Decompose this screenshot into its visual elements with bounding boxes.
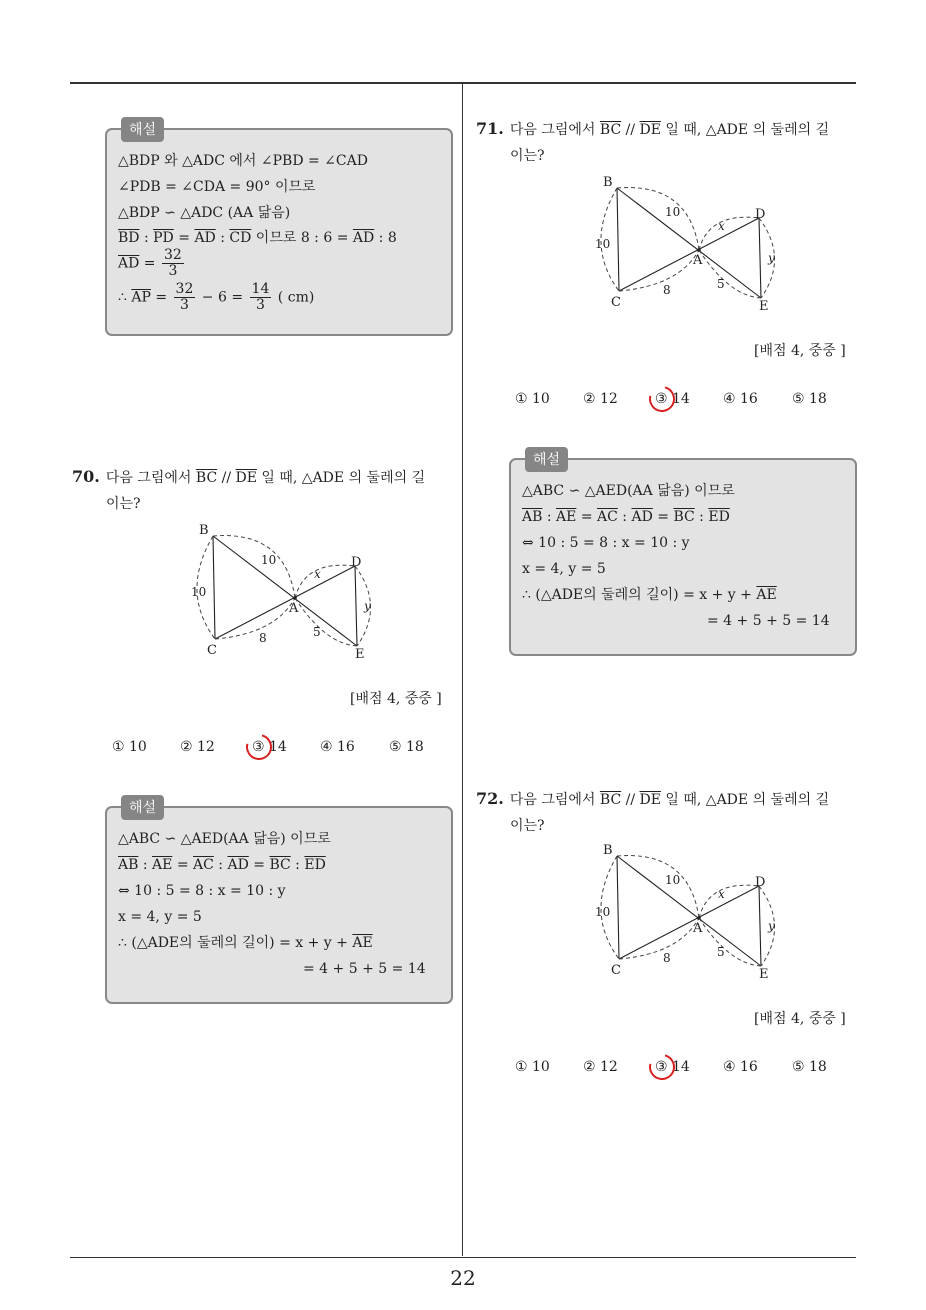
length-label-ac: 8 — [663, 283, 671, 297]
vertex-label-e: E — [759, 299, 769, 314]
vertex-label-e: E — [759, 967, 769, 982]
segment-bc — [617, 188, 619, 291]
solution-tag: 해설 — [525, 447, 568, 472]
solution-line: ∴ $\overline{AP}$ = $\frac{32}{3}$ − 6 = $\frac{14}{3}$ ( cm) — [118, 281, 315, 313]
point-a — [697, 916, 701, 920]
choice-5[interactable]: ⑤ 18 — [792, 1059, 827, 1075]
figure-bowtie-70 — [185, 522, 385, 666]
score-70: [배점 4, 중중 ] — [350, 691, 442, 707]
solution-tag: 해설 — [121, 795, 164, 820]
segment-bc — [213, 536, 215, 639]
solution-line: △ABC ∽ △AED(AA 닮음) 이므로 — [522, 483, 735, 499]
vertex-label-b: B — [603, 843, 613, 858]
solution-line: ∴ (△ADE의 둘레의 길이) = $x + y + \overline{AE}$ — [118, 935, 373, 951]
question-71: 71. 다음 그림에서 $\overline{BC} // \overline{DE}$ 일 때, △ADE 의 둘레의 길 이는? — [476, 119, 830, 164]
length-label-ab: 10 — [665, 205, 681, 219]
vertex-label-b: B — [199, 523, 209, 538]
solution-line: x = 4, y = 5 — [118, 909, 202, 925]
segment-be — [617, 856, 761, 966]
segment-de — [759, 886, 761, 966]
solution-line: $\overline{AB}$ : $\overline{AE} = \overline{AC}$ : $\overline{AD} = \overline{BC}$ : $\overline{ED}$ — [522, 509, 730, 525]
length-label-de: y — [768, 251, 775, 265]
column-divider — [462, 84, 463, 1256]
choice-4[interactable]: ④ 16 — [723, 391, 758, 407]
solution-line: ⇔ 10 : 5 = 8 : x = 10 : y — [118, 883, 286, 899]
solution-line: = 4 + 5 + 5 = 14 — [303, 961, 426, 977]
solution-box-71 — [509, 452, 857, 656]
solution-line: $\overline{AB}$ : $\overline{AE} = \overline{AC}$ : $\overline{AD} = \overline{BC}$ : $\overline{ED}$ — [118, 857, 326, 873]
choice-4[interactable]: ④ 16 — [320, 739, 355, 755]
length-label-de: y — [364, 599, 371, 613]
segment-de — [759, 218, 761, 298]
figure-bowtie-71 — [589, 174, 789, 318]
choice-2[interactable]: ② 12 — [583, 1059, 618, 1075]
solution-line: ∠PDB = ∠CDA = 90° 이므로 — [118, 179, 316, 195]
bottom-rule — [70, 1257, 856, 1258]
length-label-ab: 10 — [261, 553, 277, 567]
length-label-ae: 5 — [717, 277, 725, 291]
choice-5[interactable]: ⑤ 18 — [792, 391, 827, 407]
length-label-ad: x — [718, 887, 725, 901]
length-label-bc: 10 — [191, 585, 207, 599]
score-72: [배점 4, 중중 ] — [754, 1011, 846, 1027]
length-label-ac: 8 — [259, 631, 267, 645]
choice-4[interactable]: ④ 16 — [723, 1059, 758, 1075]
solution-line: ∴ (△ADE의 둘레의 길이) = $x + y + \overline{AE}$ — [522, 587, 777, 603]
solution-box-70 — [105, 800, 453, 1004]
length-label-ae: 5 — [717, 945, 725, 959]
choice-2[interactable]: ② 12 — [583, 391, 618, 407]
length-label-de: y — [768, 919, 775, 933]
vertex-label-e: E — [355, 647, 365, 662]
solution-line: ⇔ 10 : 5 = 8 : x = 10 : y — [522, 535, 690, 551]
point-a — [293, 596, 297, 600]
choice-3[interactable]: ③ 14 — [252, 739, 287, 755]
top-rule — [70, 82, 856, 84]
length-label-ae: 5 — [313, 625, 321, 639]
vertex-label-d: D — [755, 207, 766, 222]
choice-1[interactable]: ① 10 — [112, 739, 147, 755]
point-a — [697, 248, 701, 252]
length-label-bc: 10 — [595, 905, 611, 919]
vertex-label-a: A — [693, 253, 703, 268]
length-label-ad: x — [718, 219, 725, 233]
answer-circle-mark — [241, 729, 277, 765]
solution-line: △BDP 와 △ADC 에서 ∠PBD = ∠CAD — [118, 153, 368, 169]
page-number: 22 — [450, 1266, 476, 1290]
solution-tag: 해설 — [121, 117, 164, 142]
solution-line: = 4 + 5 + 5 = 14 — [707, 613, 830, 629]
choice-1[interactable]: ① 10 — [515, 1059, 550, 1075]
solution-line: x = 4, y = 5 — [522, 561, 606, 577]
vertex-label-d: D — [351, 555, 362, 570]
vertex-label-b: B — [603, 175, 613, 190]
vertex-label-d: D — [755, 875, 766, 890]
vertex-label-c: C — [207, 643, 217, 658]
solution-box-69 — [105, 122, 453, 336]
segment-de — [355, 566, 357, 646]
length-label-ab: 10 — [665, 873, 681, 887]
segment-bc — [617, 856, 619, 959]
solution-line: △ABC ∽ △AED(AA 닮음) 이므로 — [118, 831, 331, 847]
bowtie-figure — [589, 842, 789, 982]
length-label-bc: 10 — [595, 237, 611, 251]
solution-line: $\overline{AD}$ = $\frac{32}{3}$ — [118, 247, 182, 279]
choice-1[interactable]: ① 10 — [515, 391, 550, 407]
choice-2[interactable]: ② 12 — [180, 739, 215, 755]
choice-5[interactable]: ⑤ 18 — [389, 739, 424, 755]
solution-line: △BDP ∽ △ADC (AA 닮음) — [118, 205, 291, 221]
segment-be — [617, 188, 761, 298]
choice-3[interactable]: ③ 14 — [655, 391, 690, 407]
vertex-label-a: A — [693, 921, 703, 936]
bowtie-figure — [185, 522, 385, 662]
answer-circle-mark — [644, 1049, 680, 1085]
bowtie-figure — [589, 174, 789, 314]
score-71: [배점 4, 중중 ] — [754, 343, 846, 359]
length-label-ac: 8 — [663, 951, 671, 965]
answer-circle-mark — [644, 381, 680, 417]
solution-line: $\overline{BD}$ : $\overline{PD} = \overline{AD}$ : $\overline{CD}$ 이므로 8 : $6 = \overline{AD}$ : 8 — [118, 230, 397, 246]
figure-bowtie-72 — [589, 842, 789, 986]
question-72: 72. 다음 그림에서 $\overline{BC} // \overline{DE}$ 일 때, △ADE 의 둘레의 길 이는? — [476, 789, 830, 834]
question-70: 70. 다음 그림에서 $\overline{BC} // \overline{DE}$ 일 때, △ADE 의 둘레의 길 이는? — [72, 467, 426, 512]
length-label-ad: x — [314, 567, 321, 581]
segment-be — [213, 536, 357, 646]
vertex-label-a: A — [289, 601, 299, 616]
vertex-label-c: C — [611, 295, 621, 310]
vertex-label-c: C — [611, 963, 621, 978]
choice-3[interactable]: ③ 14 — [655, 1059, 690, 1075]
